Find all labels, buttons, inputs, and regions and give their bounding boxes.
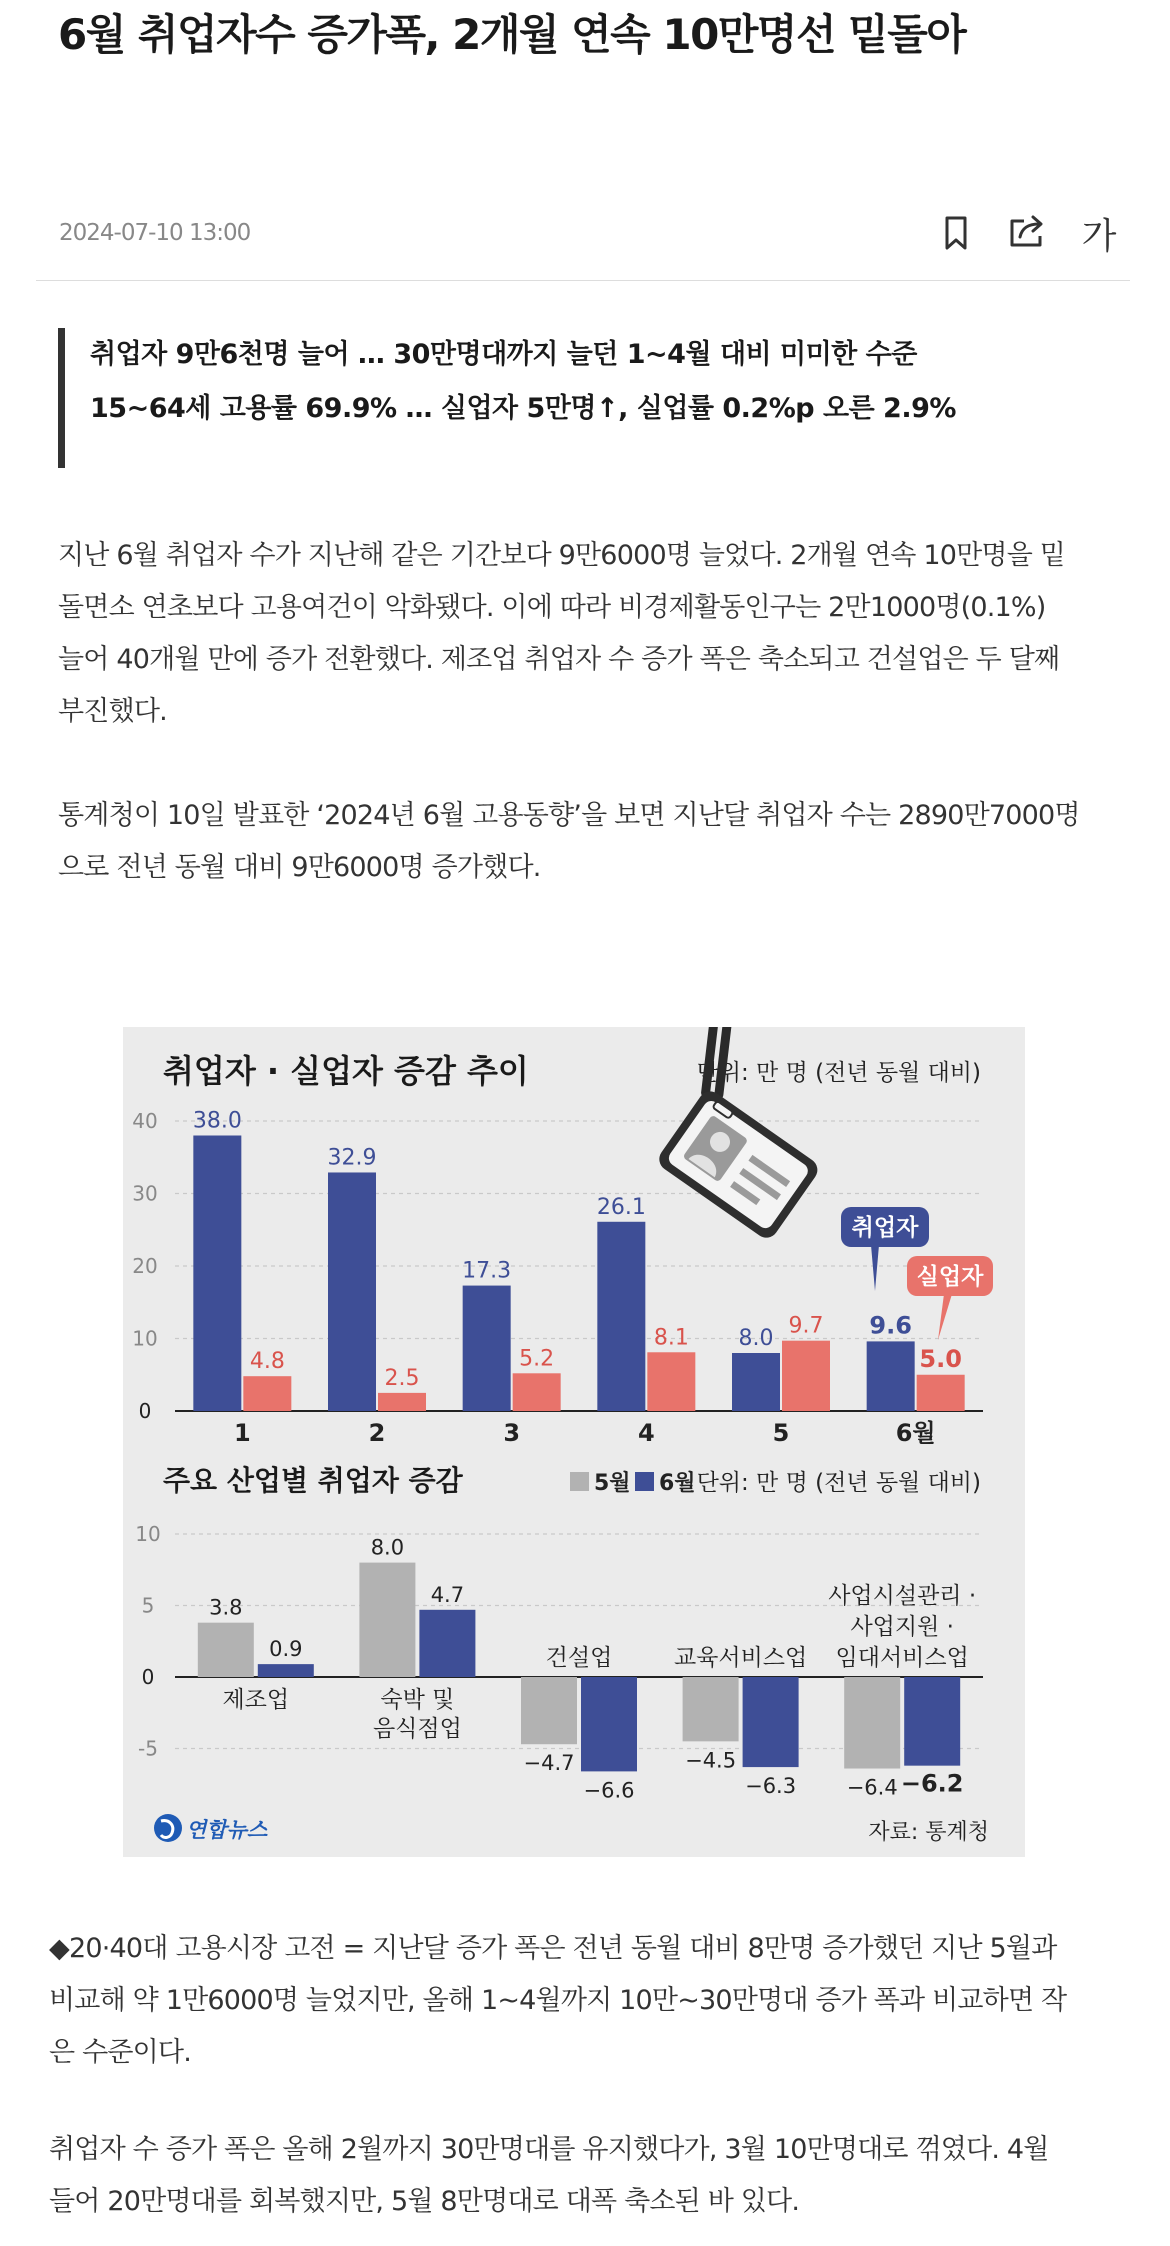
infographic-svg (123, 1027, 1025, 1857)
chart1-category-labels (234, 1419, 936, 1447)
may-bar (844, 1677, 900, 1769)
y-tick-label: 40 (132, 1109, 158, 1133)
employed-bar (732, 1353, 780, 1411)
article-paragraph (58, 790, 1118, 894)
x-category-label: 숙박 및 (380, 1687, 455, 1713)
paragraph-line: 비교해 약 1만6000명 늘었지만, 올해 1~4월까지 10만~30만명대 증가 폭과 비교하면 작 (49, 1985, 1067, 2016)
font-size-button[interactable]: 가 (1081, 215, 1117, 257)
article-summary (58, 328, 1115, 468)
unemployed-value-label: 9.7 (788, 1313, 824, 1339)
x-category-label: 교육서비스업 (673, 1645, 808, 1671)
employed-value-label: 17.3 (462, 1258, 512, 1284)
article-title: 6월 취업자수 증가폭, 2개월 연속 10만명선 밑돌아 (58, 10, 966, 59)
source-credit: 자료: 통계청 (868, 1820, 989, 1845)
chart1-bars (193, 1136, 964, 1412)
unemployed-bar (513, 1373, 561, 1411)
june-value-label: −6.2 (900, 1769, 964, 1798)
share-button[interactable] (1004, 210, 1050, 256)
employed-bar (463, 1286, 511, 1411)
may-value-label: −6.4 (846, 1775, 898, 1800)
june-bar (904, 1677, 960, 1766)
june-value-label: −6.3 (745, 1774, 797, 1799)
summary-line: 취업자 9만6천명 늘어 … 30만명대까지 늘던 1~4월 대비 미미한 수준 (90, 339, 917, 370)
x-category-label: 사업시설관리 · (828, 1583, 977, 1609)
share-icon (1007, 213, 1047, 253)
y-tick-label: 0 (138, 1399, 152, 1423)
may-bar (521, 1677, 577, 1744)
x-category-label: 건설업 (545, 1645, 613, 1671)
employed-value-label: 26.1 (596, 1194, 646, 1220)
y-tick-label: 20 (132, 1254, 158, 1278)
article-paragraph (49, 1923, 1109, 2079)
chart2-title: 주요 산업별 취업자 증감 (163, 1464, 463, 1497)
unemployed-value-label: 5.0 (919, 1344, 962, 1373)
unemployed-bar (917, 1375, 965, 1411)
may-bar (359, 1563, 415, 1677)
may-value-label: −4.5 (685, 1748, 737, 1773)
legend-unemployed-label: 실업자 (916, 1264, 984, 1290)
article-paragraph (49, 2124, 1109, 2228)
legend-june-label: 6월 (659, 1471, 696, 1496)
x-category-label: 3 (503, 1419, 521, 1447)
y-tick-label: -5 (138, 1736, 158, 1761)
june-bar (258, 1664, 314, 1677)
bookmark-button[interactable] (933, 210, 979, 256)
employed-value-label: 32.9 (327, 1145, 377, 1171)
x-category-label: 5 (772, 1419, 790, 1447)
chart1-title: 취업자 · 실업자 증감 추이 (163, 1052, 529, 1090)
june-bar (581, 1677, 637, 1771)
article-paragraph (58, 530, 1118, 738)
summary-line: 15~64세 고용률 69.9% … 실업자 5만명↑, 실업률 0.2%p 오른 2.9% (90, 393, 956, 424)
chart1-value-labels (193, 1109, 962, 1391)
legend-employed-label: 취업자 (851, 1215, 919, 1241)
employed-value-label: 38.0 (192, 1108, 242, 1134)
unemployed-value-label: 2.5 (384, 1365, 420, 1391)
unemployed-bar (243, 1376, 291, 1411)
x-category-label: 사업지원 · (850, 1614, 954, 1640)
paragraph-line: 들어 20만명대를 회복했지만, 5월 8만명대로 대폭 축소된 바 있다. (49, 2186, 800, 2217)
employed-bar (867, 1341, 915, 1411)
unemployed-bar (647, 1352, 695, 1411)
paragraph-line: 지난 6월 취업자 수가 지난해 같은 기간보다 9만6000명 늘었다. 2개월 연속 10만명을 밑 (58, 540, 1066, 571)
june-value-label: −6.6 (583, 1778, 635, 1803)
unemployed-value-label: 4.8 (249, 1349, 285, 1375)
paragraph-line: 늘어 40개월 만에 증가 전환했다. 제조업 취업자 수 증가 폭은 축소되고 건설업은 두 달째 (58, 644, 1060, 675)
june-bar (743, 1677, 799, 1767)
yonhap-logo-icon (154, 1814, 268, 1842)
paragraph-line: ◆20·40대 고용시장 고전 = 지난달 증가 폭은 전년 동월 대비 8만명 증가했던 지난 5월과 (49, 1933, 1057, 1964)
y-tick-label: 5 (141, 1593, 155, 1618)
paragraph-line: 은 수준이다. (49, 2037, 191, 2068)
may-value-label: 3.8 (209, 1595, 243, 1620)
x-category-label: 1 (233, 1419, 251, 1447)
x-category-label: 음식점업 (372, 1716, 462, 1742)
legend-june-swatch (635, 1472, 654, 1491)
article-meta-bar (36, 200, 1130, 281)
legend-may-label: 5월 (594, 1471, 631, 1496)
y-tick-label: 0 (141, 1665, 155, 1689)
may-bar (683, 1677, 739, 1741)
may-value-label: 8.0 (370, 1535, 405, 1560)
x-category-label: 2 (368, 1419, 386, 1447)
unemployed-value-label: 5.2 (519, 1346, 555, 1372)
x-category-label: 6월 (895, 1419, 936, 1447)
y-tick-label: 30 (132, 1181, 158, 1206)
y-tick-label: 10 (132, 1326, 158, 1351)
employed-value-label: 8.0 (738, 1326, 774, 1351)
employed-bar (193, 1136, 241, 1412)
unemployed-bar (782, 1341, 830, 1411)
x-category-label: 임대서비스업 (835, 1645, 969, 1671)
may-value-label: −4.7 (523, 1751, 575, 1776)
paragraph-line: 으로 전년 동월 대비 9만6000명 증가했다. (58, 852, 541, 883)
unemployed-value-label: 8.1 (653, 1325, 689, 1351)
y-tick-label: 10 (135, 1522, 161, 1546)
legend-may-swatch (570, 1472, 589, 1491)
june-value-label: 0.9 (269, 1637, 303, 1662)
bookmark-icon (936, 213, 976, 253)
x-category-label: 제조업 (222, 1687, 290, 1713)
infographic (123, 1027, 1025, 1857)
unemployed-bar (378, 1393, 426, 1411)
chart2-unit: 단위: 만 명 (전년 동월 대비) (696, 1470, 981, 1496)
paragraph-line: 돌면소 연초보다 고용여건이 악화됐다. 이에 따라 비경제활동인구는 2만1000명(0.1%) (58, 592, 1046, 623)
publish-date: 2024-07-10 13:00 (59, 220, 251, 246)
paragraph-line: 통계청이 10일 발표한 ‘2024년 6월 고용동향’을 보면 지난달 취업자 수는 2890만7000명 (58, 800, 1080, 831)
chart1-unit: 단위: 만 명 (전년 동월 대비) (696, 1060, 981, 1086)
x-category-label: 4 (637, 1419, 655, 1447)
paragraph-line: 부진했다. (58, 696, 167, 727)
logo-text: 연합뉴스 (186, 1818, 268, 1842)
may-bar (198, 1623, 254, 1677)
june-bar (419, 1610, 475, 1677)
employed-bar (597, 1222, 645, 1411)
employed-value-label: 9.6 (869, 1311, 912, 1340)
june-value-label: 4.7 (430, 1582, 465, 1607)
paragraph-line: 취업자 수 증가 폭은 올해 2월까지 30만명대를 유지했다가, 3월 10만명대로 꺾였다. 4월 (49, 2134, 1049, 2165)
employed-bar (328, 1172, 376, 1411)
legend-callout-unemployed (907, 1256, 993, 1340)
